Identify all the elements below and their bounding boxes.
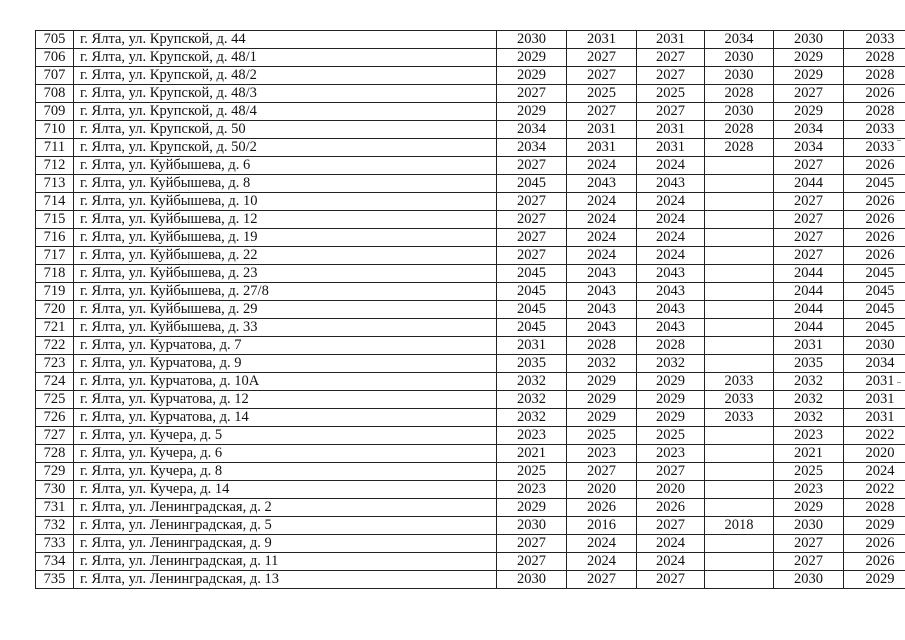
table-row: [36, 391, 905, 409]
table-row: [36, 229, 905, 247]
row-number-cell: 726: [36, 409, 74, 427]
year-cell-5: 2044: [774, 175, 844, 193]
year-cell-4: 2030: [705, 103, 774, 121]
year-cell-5: 2029: [774, 49, 844, 67]
table-row: [36, 427, 905, 445]
year-cell-6: 2028: [844, 49, 905, 67]
year-cell-6: 2045: [844, 283, 905, 301]
year-cell-4: 2028: [705, 139, 774, 157]
year-cell-5: 2044: [774, 283, 844, 301]
year-cell-2: 2016: [567, 517, 637, 535]
year-cell-1: 2027: [497, 553, 567, 571]
year-cell-3: 2043: [637, 175, 705, 193]
year-cell-6: 2026: [844, 211, 905, 229]
year-cell-5: 2027: [774, 229, 844, 247]
year-cell-1: 2030: [497, 31, 567, 49]
year-cell-1: 2031: [497, 337, 567, 355]
year-cell-3: 2024: [637, 193, 705, 211]
year-cell-2: 2031: [567, 139, 637, 157]
year-cell-3: 2043: [637, 301, 705, 319]
year-cell-3: 2024: [637, 553, 705, 571]
table-row: [36, 157, 905, 175]
year-cell-6: 2020: [844, 445, 905, 463]
address-cell: г. Ялта, ул. Ленинградская, д. 11: [74, 553, 497, 571]
year-cell-1: 2025: [497, 463, 567, 481]
table-row: [36, 175, 905, 193]
table-row: [36, 355, 905, 373]
year-cell-5: 2027: [774, 247, 844, 265]
year-cell-5: 2023: [774, 481, 844, 499]
year-cell-6: 2028: [844, 499, 905, 517]
year-cell-2: 2024: [567, 193, 637, 211]
year-cell-5: 2044: [774, 319, 844, 337]
row-number-cell: 709: [36, 103, 74, 121]
year-cell-5: 2032: [774, 373, 844, 391]
year-cell-1: 2029: [497, 499, 567, 517]
address-cell: г. Ялта, ул. Крупской, д. 48/3: [74, 85, 497, 103]
table-row: [36, 247, 905, 265]
row-number-cell: 727: [36, 427, 74, 445]
year-cell-1: 2027: [497, 85, 567, 103]
year-cell-3: 2027: [637, 67, 705, 85]
address-cell: г. Ялта, ул. Куйбышева, д. 33: [74, 319, 497, 337]
year-cell-3: 2025: [637, 85, 705, 103]
year-cell-6: 2028: [844, 67, 905, 85]
address-cell: г. Ялта, ул. Куйбышева, д. 12: [74, 211, 497, 229]
year-cell-2: 2024: [567, 535, 637, 553]
table-row: [36, 373, 905, 391]
table-row: [36, 535, 905, 553]
address-cell: г. Ялта, ул. Крупской, д. 44: [74, 31, 497, 49]
row-number-cell: 705: [36, 31, 74, 49]
year-cell-1: 2045: [497, 175, 567, 193]
table-row: [36, 445, 905, 463]
year-cell-6: 2045: [844, 175, 905, 193]
year-cell-3: 2027: [637, 571, 705, 589]
year-cell-5: 2023: [774, 427, 844, 445]
year-cell-3: 2024: [637, 247, 705, 265]
year-cell-1: 2029: [497, 49, 567, 67]
row-number-cell: 710: [36, 121, 74, 139]
row-number-cell: 715: [36, 211, 74, 229]
row-number-cell: 720: [36, 301, 74, 319]
year-cell-4: [705, 157, 774, 175]
year-cell-4: [705, 553, 774, 571]
year-cell-2: 2024: [567, 157, 637, 175]
year-cell-4: [705, 283, 774, 301]
year-cell-4: [705, 463, 774, 481]
year-cell-3: 2032: [637, 355, 705, 373]
year-cell-5: 2027: [774, 157, 844, 175]
table-row: [36, 517, 905, 535]
table-row: [36, 211, 905, 229]
row-number-cell: 730: [36, 481, 74, 499]
table-body: [36, 31, 905, 589]
row-number-cell: 708: [36, 85, 74, 103]
table-row: [36, 103, 905, 121]
year-cell-5: 2025: [774, 463, 844, 481]
year-cell-6: 2029: [844, 571, 905, 589]
year-cell-2: 2043: [567, 283, 637, 301]
row-number-cell: 717: [36, 247, 74, 265]
year-cell-1: 2030: [497, 571, 567, 589]
year-cell-2: 2025: [567, 427, 637, 445]
year-cell-4: [705, 571, 774, 589]
year-cell-2: 2027: [567, 49, 637, 67]
year-cell-5: 2030: [774, 517, 844, 535]
year-cell-2: 2043: [567, 265, 637, 283]
year-cell-1: 2027: [497, 247, 567, 265]
address-cell: г. Ялта, ул. Курчатова, д. 14: [74, 409, 497, 427]
year-cell-3: 2028: [637, 337, 705, 355]
year-cell-4: 2033: [705, 373, 774, 391]
year-cell-4: [705, 265, 774, 283]
year-cell-6: 2045: [844, 265, 905, 283]
year-cell-2: 2024: [567, 229, 637, 247]
year-cell-1: 2045: [497, 301, 567, 319]
year-cell-5: 2030: [774, 31, 844, 49]
year-cell-5: 2027: [774, 553, 844, 571]
year-cell-2: 2020: [567, 481, 637, 499]
year-cell-6: 2034: [844, 355, 905, 373]
year-cell-1: 2027: [497, 229, 567, 247]
row-number-cell: 725: [36, 391, 74, 409]
year-cell-3: 2024: [637, 535, 705, 553]
year-cell-2: 2029: [567, 391, 637, 409]
address-cell: г. Ялта, ул. Крупской, д. 50: [74, 121, 497, 139]
address-cell: г. Ялта, ул. Курчатова, д. 12: [74, 391, 497, 409]
housing-schedule-table: [35, 30, 905, 589]
year-cell-5: 2029: [774, 67, 844, 85]
year-cell-6: 2028: [844, 103, 905, 121]
year-cell-1: 2027: [497, 157, 567, 175]
year-cell-3: 2043: [637, 265, 705, 283]
year-cell-5: 2032: [774, 391, 844, 409]
table-row: [36, 121, 905, 139]
year-cell-4: [705, 535, 774, 553]
year-cell-6: 2045: [844, 319, 905, 337]
year-cell-3: 2027: [637, 49, 705, 67]
table-row: [36, 85, 905, 103]
row-number-cell: 711: [36, 139, 74, 157]
year-cell-6: 2031: [844, 409, 905, 427]
year-cell-4: [705, 301, 774, 319]
year-cell-4: [705, 211, 774, 229]
year-cell-3: 2023: [637, 445, 705, 463]
year-cell-4: 2028: [705, 85, 774, 103]
year-cell-2: 2027: [567, 103, 637, 121]
year-cell-6: 2031: [844, 373, 905, 391]
year-cell-6: 2026: [844, 157, 905, 175]
year-cell-2: 2027: [567, 463, 637, 481]
row-number-cell: 706: [36, 49, 74, 67]
year-cell-1: 2032: [497, 409, 567, 427]
year-cell-1: 2029: [497, 103, 567, 121]
year-cell-3: 2031: [637, 31, 705, 49]
edge-scan-mark: [897, 140, 901, 141]
year-cell-2: 2024: [567, 553, 637, 571]
year-cell-1: 2034: [497, 121, 567, 139]
year-cell-2: 2031: [567, 31, 637, 49]
row-number-cell: 729: [36, 463, 74, 481]
address-cell: г. Ялта, ул. Ленинградская, д. 2: [74, 499, 497, 517]
year-cell-1: 2027: [497, 535, 567, 553]
row-number-cell: 719: [36, 283, 74, 301]
row-number-cell: 728: [36, 445, 74, 463]
edge-scan-mark: [897, 382, 901, 383]
year-cell-1: 2034: [497, 139, 567, 157]
year-cell-5: 2035: [774, 355, 844, 373]
year-cell-1: 2027: [497, 193, 567, 211]
row-number-cell: 718: [36, 265, 74, 283]
year-cell-1: 2023: [497, 427, 567, 445]
table-row: [36, 193, 905, 211]
year-cell-3: 2024: [637, 157, 705, 175]
row-number-cell: 716: [36, 229, 74, 247]
row-number-cell: 723: [36, 355, 74, 373]
table-row: [36, 319, 905, 337]
year-cell-4: [705, 247, 774, 265]
year-cell-4: [705, 229, 774, 247]
year-cell-1: 2035: [497, 355, 567, 373]
year-cell-3: 2026: [637, 499, 705, 517]
address-cell: г. Ялта, ул. Курчатова, д. 10А: [74, 373, 497, 391]
year-cell-4: [705, 445, 774, 463]
address-cell: г. Ялта, ул. Куйбышева, д. 27/8: [74, 283, 497, 301]
year-cell-6: 2033: [844, 31, 905, 49]
table-row: [36, 337, 905, 355]
year-cell-3: 2024: [637, 211, 705, 229]
year-cell-2: 2028: [567, 337, 637, 355]
year-cell-6: 2026: [844, 229, 905, 247]
year-cell-3: 2027: [637, 103, 705, 121]
year-cell-2: 2043: [567, 319, 637, 337]
row-number-cell: 733: [36, 535, 74, 553]
year-cell-3: 2020: [637, 481, 705, 499]
year-cell-4: 2033: [705, 409, 774, 427]
year-cell-3: 2043: [637, 283, 705, 301]
table-row: [36, 481, 905, 499]
address-cell: г. Ялта, ул. Кучера, д. 6: [74, 445, 497, 463]
table-row: [36, 553, 905, 571]
year-cell-6: 2033: [844, 121, 905, 139]
year-cell-4: [705, 427, 774, 445]
address-cell: г. Ялта, ул. Крупской, д. 48/2: [74, 67, 497, 85]
address-cell: г. Ялта, ул. Курчатова, д. 7: [74, 337, 497, 355]
address-cell: г. Ялта, ул. Куйбышева, д. 22: [74, 247, 497, 265]
year-cell-6: 2022: [844, 427, 905, 445]
year-cell-4: [705, 175, 774, 193]
year-cell-5: 2021: [774, 445, 844, 463]
year-cell-1: 2029: [497, 67, 567, 85]
year-cell-6: 2026: [844, 85, 905, 103]
year-cell-1: 2021: [497, 445, 567, 463]
address-cell: г. Ялта, ул. Курчатова, д. 9: [74, 355, 497, 373]
year-cell-3: 2031: [637, 121, 705, 139]
year-cell-2: 2026: [567, 499, 637, 517]
address-cell: г. Ялта, ул. Крупской, д. 48/4: [74, 103, 497, 121]
table-row: [36, 67, 905, 85]
year-cell-3: 2029: [637, 373, 705, 391]
address-cell: г. Ялта, ул. Кучера, д. 14: [74, 481, 497, 499]
year-cell-4: 2033: [705, 391, 774, 409]
year-cell-5: 2044: [774, 301, 844, 319]
year-cell-5: 2029: [774, 499, 844, 517]
year-cell-6: 2026: [844, 553, 905, 571]
year-cell-2: 2029: [567, 373, 637, 391]
table-row: [36, 139, 905, 157]
year-cell-5: 2044: [774, 265, 844, 283]
year-cell-2: 2029: [567, 409, 637, 427]
year-cell-2: 2027: [567, 67, 637, 85]
year-cell-5: 2034: [774, 139, 844, 157]
year-cell-3: 2024: [637, 229, 705, 247]
row-number-cell: 734: [36, 553, 74, 571]
row-number-cell: 735: [36, 571, 74, 589]
year-cell-3: 2025: [637, 427, 705, 445]
year-cell-2: 2024: [567, 211, 637, 229]
year-cell-3: 2029: [637, 391, 705, 409]
year-cell-4: [705, 193, 774, 211]
year-cell-1: 2032: [497, 373, 567, 391]
address-cell: г. Ялта, ул. Ленинградская, д. 9: [74, 535, 497, 553]
year-cell-4: [705, 337, 774, 355]
year-cell-5: 2029: [774, 103, 844, 121]
year-cell-6: 2026: [844, 247, 905, 265]
table-row: [36, 409, 905, 427]
row-number-cell: 724: [36, 373, 74, 391]
year-cell-5: 2032: [774, 409, 844, 427]
year-cell-3: 2031: [637, 139, 705, 157]
year-cell-5: 2027: [774, 535, 844, 553]
year-cell-4: [705, 481, 774, 499]
year-cell-6: 2026: [844, 193, 905, 211]
year-cell-1: 2045: [497, 283, 567, 301]
address-cell: г. Ялта, ул. Куйбышева, д. 10: [74, 193, 497, 211]
year-cell-1: 2045: [497, 265, 567, 283]
year-cell-4: 2030: [705, 67, 774, 85]
year-cell-6: 2022: [844, 481, 905, 499]
year-cell-4: 2030: [705, 49, 774, 67]
table-row: [36, 499, 905, 517]
address-cell: г. Ялта, ул. Куйбышева, д. 8: [74, 175, 497, 193]
address-cell: г. Ялта, ул. Куйбышева, д. 19: [74, 229, 497, 247]
row-number-cell: 713: [36, 175, 74, 193]
year-cell-3: 2027: [637, 463, 705, 481]
year-cell-2: 2024: [567, 247, 637, 265]
year-cell-1: 2030: [497, 517, 567, 535]
row-number-cell: 721: [36, 319, 74, 337]
year-cell-5: 2027: [774, 211, 844, 229]
year-cell-5: 2027: [774, 85, 844, 103]
year-cell-2: 2031: [567, 121, 637, 139]
address-cell: г. Ялта, ул. Кучера, д. 8: [74, 463, 497, 481]
year-cell-6: 2029: [844, 517, 905, 535]
year-cell-4: 2034: [705, 31, 774, 49]
year-cell-5: 2034: [774, 121, 844, 139]
address-cell: г. Ялта, ул. Ленинградская, д. 5: [74, 517, 497, 535]
year-cell-6: 2024: [844, 463, 905, 481]
table-row: [36, 463, 905, 481]
year-cell-4: [705, 319, 774, 337]
year-cell-1: 2032: [497, 391, 567, 409]
year-cell-6: 2030: [844, 337, 905, 355]
year-cell-5: 2030: [774, 571, 844, 589]
year-cell-2: 2043: [567, 301, 637, 319]
row-number-cell: 714: [36, 193, 74, 211]
address-cell: г. Ялта, ул. Ленинградская, д. 13: [74, 571, 497, 589]
address-cell: г. Ялта, ул. Куйбышева, д. 23: [74, 265, 497, 283]
year-cell-4: 2018: [705, 517, 774, 535]
year-cell-6: 2031: [844, 391, 905, 409]
year-cell-3: 2029: [637, 409, 705, 427]
year-cell-6: 2033: [844, 139, 905, 157]
address-cell: г. Ялта, ул. Кучера, д. 5: [74, 427, 497, 445]
address-cell: г. Ялта, ул. Куйбышева, д. 6: [74, 157, 497, 175]
table-row: [36, 49, 905, 67]
year-cell-2: 2023: [567, 445, 637, 463]
year-cell-1: 2027: [497, 211, 567, 229]
address-cell: г. Ялта, ул. Крупской, д. 48/1: [74, 49, 497, 67]
row-number-cell: 707: [36, 67, 74, 85]
row-number-cell: 731: [36, 499, 74, 517]
year-cell-2: 2027: [567, 571, 637, 589]
table-row: [36, 301, 905, 319]
year-cell-2: 2043: [567, 175, 637, 193]
year-cell-6: 2045: [844, 301, 905, 319]
row-number-cell: 712: [36, 157, 74, 175]
year-cell-3: 2043: [637, 319, 705, 337]
year-cell-4: [705, 499, 774, 517]
year-cell-4: [705, 355, 774, 373]
address-cell: г. Ялта, ул. Куйбышева, д. 29: [74, 301, 497, 319]
table-row: [36, 31, 905, 49]
year-cell-6: 2026: [844, 535, 905, 553]
year-cell-5: 2027: [774, 193, 844, 211]
table-row: [36, 283, 905, 301]
year-cell-2: 2025: [567, 85, 637, 103]
year-cell-2: 2032: [567, 355, 637, 373]
year-cell-5: 2031: [774, 337, 844, 355]
year-cell-1: 2045: [497, 319, 567, 337]
row-number-cell: 732: [36, 517, 74, 535]
year-cell-4: 2028: [705, 121, 774, 139]
year-cell-1: 2023: [497, 481, 567, 499]
table-row: [36, 571, 905, 589]
row-number-cell: 722: [36, 337, 74, 355]
table-row: [36, 265, 905, 283]
address-cell: г. Ялта, ул. Крупской, д. 50/2: [74, 139, 497, 157]
year-cell-3: 2027: [637, 517, 705, 535]
